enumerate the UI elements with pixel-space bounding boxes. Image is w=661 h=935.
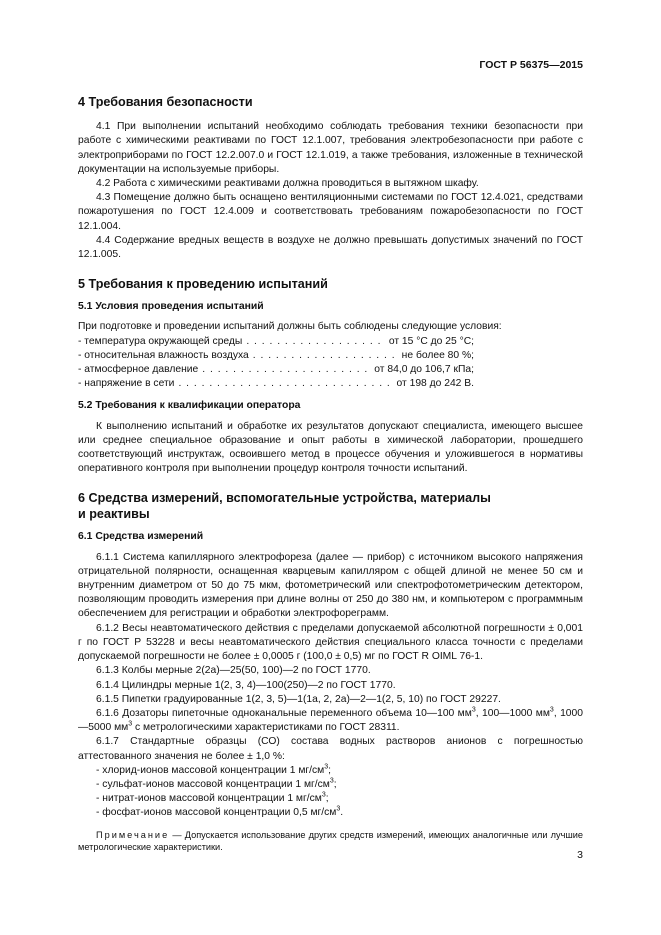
section-6-title: 6 Средства измерений, вспомогательные устройства, материалы и реактивы (78, 491, 491, 522)
condition-label: - относительная влажность воздуха (78, 349, 249, 361)
note-text: — Допускается использование других средств измерений, имеющих аналогичные или лучшие метрологические характеристики. (78, 829, 583, 853)
leader-dots (202, 363, 370, 377)
paragraph-6-1-7: 6.1.7 Стандартные образцы (СО) состава водных растворов анионов с погрешностью аттестованного значения не более ± 1,0 %: (78, 736, 583, 762)
condition-row (78, 363, 474, 377)
paragraph-5-2: К выполнению испытаний и обработке их результатов допускают специалиста, имеющего высшее или среднее специальное образование и опыт работы в химической лаборатории, прошедшего соответствующий инструктаж, освоившего метод в процессе обучения и уложившегося в нормативы оперативного контроля при выполнении процедур контроля точности испытаний. (78, 420, 583, 475)
condition-label: - температура окружающей среды (78, 335, 243, 347)
paragraph-6-1-4: 6.1.4 Цилиндры мерные 1(2, 3, 4)—100(250)—2 по ГОСТ 1770. (96, 679, 396, 691)
paragraph-6-1-6: 6.1.6 Дозаторы пипеточные одноканальные переменного объема 10—100 $мм^3$, 100—1000 $мм^3$, 1000—5000 $мм^3$ с метрологическими характеристиками по ГОСТ 28311. (78, 706, 583, 734)
paragraph-4-4: 4.4 Содержание вредных веществ в воздухе не должно превышать допустимых значений по ГОСТ 12.1.005. (78, 234, 583, 261)
paragraph-4-2: 4.2 Работа с химическими реактивами должна проводиться в вытяжном шкафу. (96, 178, 479, 190)
note (78, 829, 583, 854)
ion-item: - фосфат-ионов массовой концентрации 0,5 $мг/см^3$. (96, 805, 344, 819)
ion-item: - хлорид-ионов массовой концентрации 1 $мг/см^3$; (96, 763, 332, 776)
section-6-1-title: 6.1 Средства измерений (78, 531, 204, 543)
condition-value: от 15 °С до 25 °С; (388, 335, 474, 347)
ion-item: - сульфат-ионов массовой концентрации 1 $мг/см^3$; (96, 777, 337, 790)
condition-value: от 198 до 242 В. (396, 378, 474, 390)
section-5-2-title: 5.2 Требования к квалификации оператора (78, 400, 301, 412)
section-5-title: 5 Требования к проведению испытаний (78, 277, 328, 292)
paragraph-4-3: 4.3 Помещение должно быть оснащено вентиляционными системами по ГОСТ 12.4.021, средствами пожаротушения по ГОСТ 12.4.009 и соответствовать требованиям пожаробезопасности по ГОСТ 12.1.004. (78, 192, 583, 232)
section-4-title: 4 Требования безопасности (78, 95, 253, 110)
conditions-intro: При подготовке и проведении испытаний должны быть соблюдены следующие условия: (78, 321, 502, 333)
leader-dots (178, 377, 392, 391)
document-code: ГОСТ Р 56375—2015 (479, 59, 583, 71)
leader-dots (253, 349, 398, 363)
condition-label: - атмосферное давление (78, 364, 199, 376)
condition-value: от 84,0 до 106,7 кПа; (374, 364, 474, 376)
ion-item: - нитрат-ионов массовой концентрации 1 $мг/см^3$; (96, 791, 329, 805)
paragraph-6-1-3: 6.1.3 Колбы мерные 2(2а)—25(50, 100)—2 по ГОСТ 1770. (96, 665, 371, 677)
conditions-list (78, 335, 474, 392)
condition-label: - напряжение в сети (78, 378, 175, 390)
paragraph-6-1-5: 6.1.5 Пипетки градуированные 1(2, 3, 5)—1(1а, 2, 2а)—2—1(2, 5, 10) по ГОСТ 29227. (96, 693, 501, 705)
condition-row (78, 377, 474, 391)
paragraph-6-1-1: 6.1.1 Система капиллярного электрофореза (далее — прибор) с источником высокого напряжения отрицательной полярности, оснащенная кварцевым капилляром с общей длиной не менее 50 см и внутренним диаметром от 50 до 75 мкм, фотометрический или спектрофотометрическим детектором, позволяющим проводить измерения при длине волны от 250 до 380 нм, и компьютером с программным обеспечением для регистрации и обработки электрофореграмм. (78, 551, 583, 620)
page-number: 3 (577, 849, 583, 861)
note-label: Примечание (96, 829, 170, 840)
paragraph-4-1: 4.1 При выполнении испытаний необходимо соблюдать требования техники безопасности при работе с химическими реактивами по ГОСТ 12.1.007, требования электробезопасности при работе с электроприборами по ГОСТ 12.2.007.0 и ГОСТ 12.1.019, а также требования, изложенные в технической документации на используемые приборы. (78, 121, 583, 175)
paragraph-6-1-2: 6.1.2 Весы неавтоматического действия с пределами допускаемой абсолютной погрешности ± 0,001 г по ГОСТ Р 53228 и весы неавтоматического действия специального класса точности с пределами допускаемой погрешности не более ± 0,0005 г (100,0 ± 0,5) мг по ГОСТ R OIML 76-1. (78, 622, 583, 663)
section-5-1-title: 5.1 Условия проведения испытаний (78, 301, 264, 313)
leader-dots (246, 335, 385, 349)
condition-row (78, 349, 474, 363)
condition-row (78, 335, 474, 349)
condition-value: не более 80 %; (401, 349, 474, 361)
